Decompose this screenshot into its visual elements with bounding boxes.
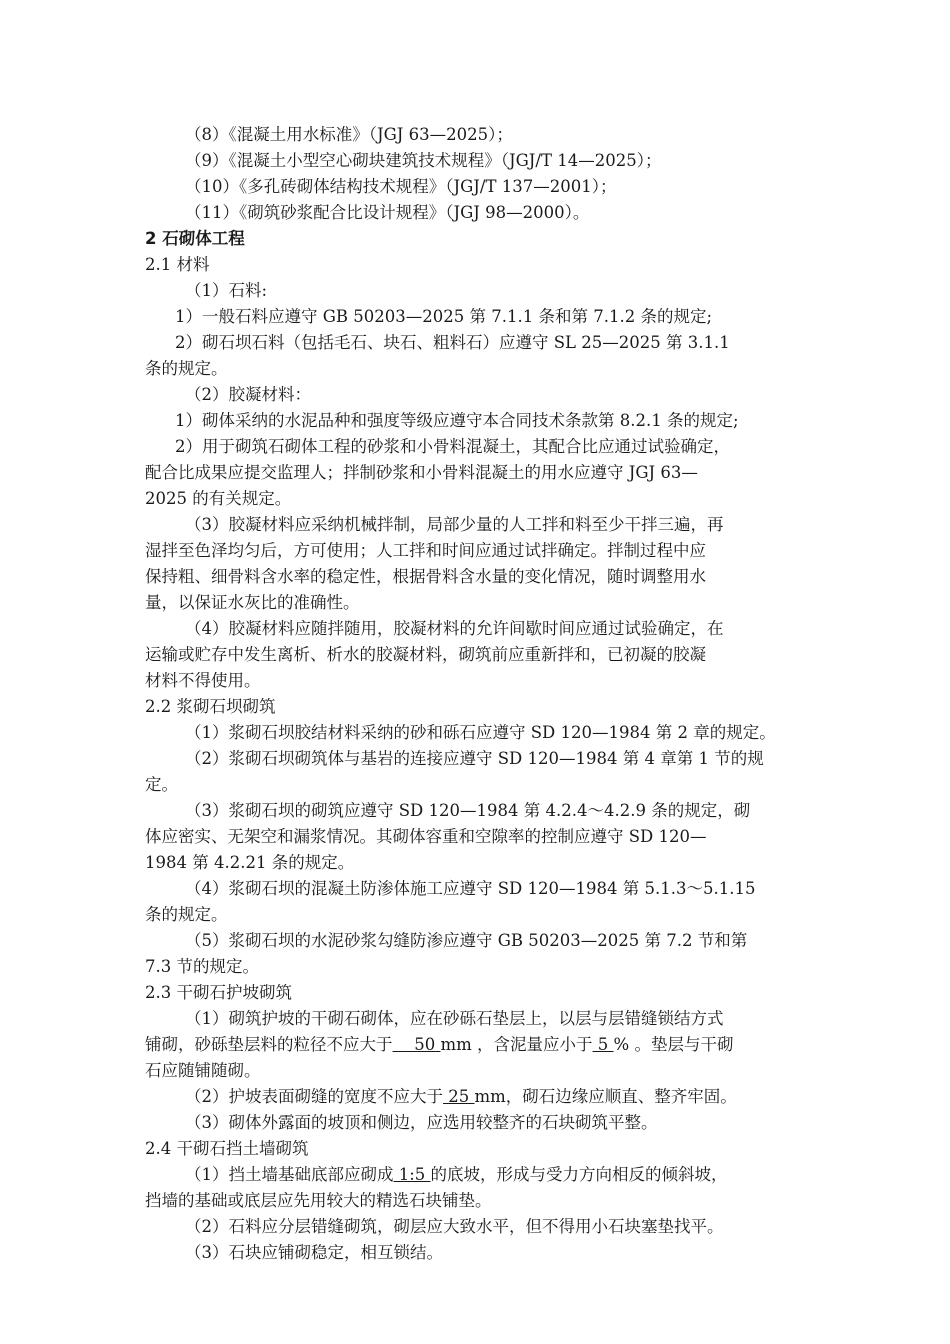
text-line: 配合比成果应提交监理人；拌制砂浆和小骨料混凝土的用水应遵守 JGJ 63— bbox=[145, 463, 698, 482]
text-line: （3）胶凝材料应采纳机械拌制，局部少量的人工拌和料至少干拌三遍，再 bbox=[185, 515, 724, 534]
text-line: 条的规定。 bbox=[145, 359, 228, 378]
underlined-value: 50 bbox=[392, 1035, 441, 1054]
text-span: mm，砌石边缘应顺直、整齐牢固。 bbox=[474, 1087, 737, 1106]
text-line: （2）胶凝材料： bbox=[185, 385, 311, 404]
text-line: 2025 的有关规定。 bbox=[145, 489, 292, 508]
text-line: （3）砌体外露面的坡顶和侧边，应选用较整齐的石块砌筑平整。 bbox=[185, 1113, 658, 1132]
text-line: 条的规定。 bbox=[145, 905, 228, 924]
text-span: （1）挡土墙基础底部应砌成 bbox=[185, 1165, 394, 1184]
text-line: 2.2 浆砌石坝砌筑 bbox=[145, 697, 276, 716]
text-span: % 。垫层与干砌 bbox=[613, 1035, 734, 1054]
text-span: mm ，含泥量应小于 bbox=[440, 1035, 593, 1054]
text-line: 定。 bbox=[145, 775, 178, 794]
text-line: 体应密实、无架空和漏浆情况。其砌体容重和空隙率的控制应遵守 SD 120— bbox=[145, 827, 707, 846]
text-line: 2）用于砌筑石砌体工程的砂浆和小骨料混凝土，其配合比应通过试验确定， bbox=[175, 437, 730, 456]
text-line: （5）浆砌石坝的水泥砂浆勾缝防渗应遵守 GB 50203—2025 第 7.2 节和第 bbox=[185, 931, 748, 950]
text-line: 量，以保证水灰比的准确性。 bbox=[145, 593, 360, 612]
text-line: （8）《混凝土用水标准》（JGJ 63—2025）； bbox=[185, 125, 513, 144]
text-line: 2）砌石坝石料（包括毛石、块石、粗料石）应遵守 SL 25—2025 第 3.1.1 bbox=[175, 333, 730, 352]
text-line: （9）《混凝土小型空心砌块建筑技术规程》（JGJ/T 14—2025）； bbox=[185, 151, 662, 170]
text-line: （1）浆砌石坝胶结材料采纳的砂和砾石应遵守 SD 120—1984 第 2 章的规定。 bbox=[185, 723, 776, 742]
text-line: （2）浆砌石坝砌筑体与基岩的连接应遵守 SD 120—1984 第 4 章第 1 节的规 bbox=[185, 749, 764, 768]
text-line: （1）石料: bbox=[185, 281, 268, 300]
text-line: 挡墙的基础或底层应先用较大的精选石块铺垫。 bbox=[145, 1191, 492, 1210]
text-line: 材料不得使用。 bbox=[145, 671, 261, 690]
text-line: （11）《砌筑砂浆配合比设计规程》（JGJ 98—2000）。 bbox=[185, 203, 590, 222]
text-line: （3）浆砌石坝的砌筑应遵守 SD 120—1984 第 4.2.4～4.2.9 条的规定，砌 bbox=[185, 801, 751, 820]
text-line bbox=[145, 1162, 810, 1188]
text-span: （2）护坡表面砌缝的宽度不应大于 bbox=[185, 1087, 443, 1106]
text-line: 1）一般石料应遵守 GB 50203—2025 第 7.1.1 条和第 7.1.2 条的规定; bbox=[175, 307, 713, 326]
text-line: 1984 第 4.2.21 条的规定。 bbox=[145, 853, 355, 872]
text-line: 1）砌体采纳的水泥品种和强度等级应遵守本合同技术条款第 8.2.1 条的规定; bbox=[175, 411, 739, 430]
underlined-value: 5 bbox=[592, 1035, 614, 1054]
section-heading: 2 石砌体工程 bbox=[145, 229, 245, 248]
text-line: （3）石块应铺砌稳定，相互锁结。 bbox=[185, 1243, 443, 1262]
text-line: 运输或贮存中发生离析、析水的胶凝材料，砌筑前应重新拌和，已初凝的胶凝 bbox=[145, 645, 706, 664]
text-span: 的底坡，形成与受力方向相反的倾斜坡， bbox=[430, 1165, 728, 1184]
text-line: （4）浆砌石坝的混凝土防渗体施工应遵守 SD 120—1984 第 5.1.3～5.1.15 bbox=[185, 879, 756, 898]
text-line: （4）胶凝材料应随拌随用，胶凝材料的允许间歇时间应通过试验确定，在 bbox=[185, 619, 724, 638]
text-line: 7.3 节的规定。 bbox=[145, 957, 259, 976]
underlined-value: 1:5 bbox=[393, 1165, 431, 1184]
text-line bbox=[145, 1084, 810, 1110]
text-line: 2.3 干砌石护坡砌筑 bbox=[145, 983, 292, 1002]
text-line: 湿拌至色泽均匀后，方可使用；人工拌和时间应通过试拌确定。拌制过程中应 bbox=[145, 541, 706, 560]
text-line: （10）《多孔砖砌体结构技术规程》（JGJ/T 137—2001）； bbox=[185, 177, 617, 196]
text-line: 保持粗、细骨料含水率的稳定性，根据骨料含水量的变化情况，随时调整用水 bbox=[145, 567, 706, 586]
document-body bbox=[145, 122, 810, 1266]
text-span: 铺砌，砂砾垫层料的粒径不应大于 bbox=[145, 1035, 393, 1054]
text-line: （2）石料应分层错缝砌筑，砌层应大致水平，但不得用小石块塞垫找平。 bbox=[185, 1217, 724, 1236]
underlined-value: 25 bbox=[443, 1087, 475, 1106]
text-line: （1）砌筑护坡的干砌石砌体，应在砂砾石垫层上，以层与层错缝锁结方式 bbox=[185, 1009, 724, 1028]
text-line bbox=[145, 1032, 810, 1058]
text-line: 2.4 干砌石挡土墙砌筑 bbox=[145, 1139, 309, 1158]
text-line: 石应随铺随砌。 bbox=[145, 1061, 261, 1080]
text-line: 2.1 材料 bbox=[145, 255, 210, 274]
